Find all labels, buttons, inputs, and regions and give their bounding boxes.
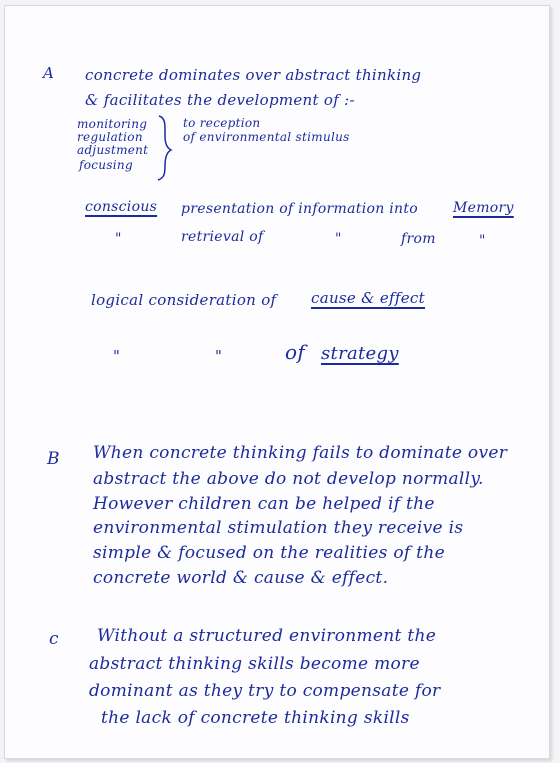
- list-caption-2: of environmental stimulus: [183, 130, 350, 144]
- section-a-label: A: [43, 64, 55, 82]
- section-b-line: concrete world & cause & effect.: [93, 568, 389, 588]
- paper-sheet: [4, 5, 550, 759]
- section-b-line: abstract the above do not develop normally.: [93, 469, 484, 489]
- ditto-mark: ": [113, 347, 121, 365]
- section-b-line: However children can be helped if the: [93, 494, 435, 514]
- list-item-regulation: regulation: [77, 130, 143, 144]
- cause-effect-underlined: cause & effect: [311, 289, 425, 307]
- section-b-line: simple & focused on the realities of the: [93, 543, 445, 563]
- section-c-label: c: [49, 629, 59, 649]
- section-a-line-2: & facilitates the development of :-: [85, 91, 355, 109]
- ditto-mark: ": [115, 231, 122, 247]
- list-item-monitoring: monitoring: [77, 117, 148, 131]
- memory-underlined: Memory: [453, 200, 514, 216]
- presentation-text: presentation of information into: [181, 201, 419, 217]
- section-c-line: dominant as they try to compensate for: [89, 681, 441, 701]
- retrieval-text: retrieval of: [181, 229, 264, 245]
- section-c-line: abstract thinking skills become more: [89, 654, 420, 674]
- section-a-line-1: concrete dominates over abstract thinking: [85, 66, 422, 84]
- of-text: of: [285, 340, 306, 364]
- conscious-underlined: conscious: [85, 199, 158, 215]
- list-item-adjustment: adjustment: [77, 143, 149, 157]
- logical-consideration-text: logical consideration of: [91, 291, 277, 309]
- ditto-mark: ": [335, 231, 342, 247]
- ditto-mark: ": [479, 233, 486, 249]
- ditto-mark: ": [215, 347, 223, 365]
- list-item-focusing: focusing: [79, 158, 133, 172]
- list-caption-1: to reception: [183, 116, 261, 130]
- section-b-line: environmental stimulation they receive is: [93, 518, 464, 538]
- curly-brace-icon: [155, 114, 175, 182]
- section-b-line: When concrete thinking fails to dominate over: [93, 443, 508, 463]
- strategy-underlined: strategy: [321, 343, 399, 364]
- section-c-line: the lack of concrete thinking skills: [101, 708, 410, 728]
- section-b-label: B: [47, 449, 60, 469]
- section-c-line: Without a structured environment the: [97, 626, 437, 646]
- from-text: from: [401, 231, 436, 247]
